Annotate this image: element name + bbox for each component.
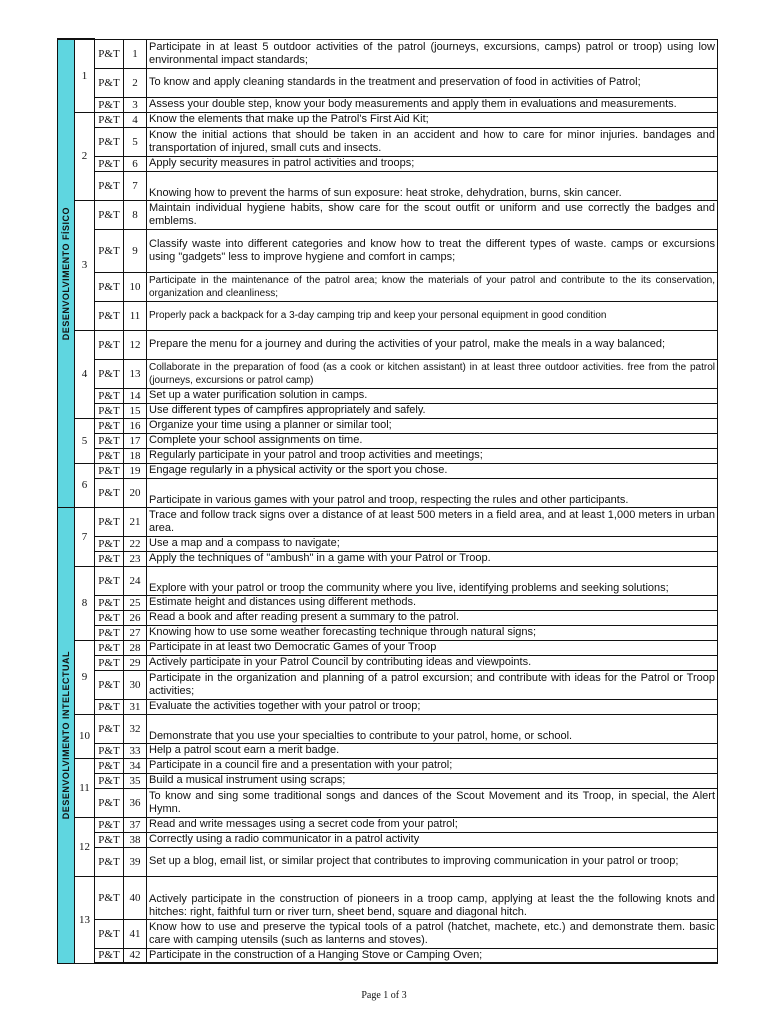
section-label-text: DESENVOLVIMENTO FÍSICO (61, 206, 71, 340)
requirement-number: 2 (124, 68, 147, 97)
requirement-row (58, 388, 718, 403)
requirement-number: 26 (124, 610, 147, 625)
group-number: 13 (75, 876, 95, 963)
requirement-row (58, 68, 718, 97)
pt-label: P&T (95, 403, 124, 418)
requirement-row (58, 773, 718, 788)
pt-label: P&T (95, 640, 124, 655)
group-number: 2 (75, 112, 95, 200)
requirement-row (58, 418, 718, 433)
group-number: 9 (75, 640, 95, 714)
requirement-text: Use a map and a compass to navigate; (147, 536, 718, 551)
requirement-number: 8 (124, 200, 147, 229)
requirement-row (58, 876, 718, 919)
pt-label: P&T (95, 758, 124, 773)
pt-label: P&T (95, 433, 124, 448)
requirement-text: Properly pack a backpack for a 3-day camping trip and keep your personal equipment in good condition (147, 301, 718, 330)
requirements-table (57, 38, 718, 964)
requirement-text: Set up a water purification solution in camps. (147, 388, 718, 403)
requirement-text: Collaborate in the preparation of food (as a cook or kitchen assistant) in at least three outdoor activities. free from the patrol (journeys, excursions or patrol camp) (147, 359, 718, 388)
requirement-row (58, 743, 718, 758)
requirement-text: Know the initial actions that should be taken in an accident and how to care for minor injuries. bandages and transportation of injured, small cuts and insects. (147, 127, 718, 156)
requirement-number: 27 (124, 625, 147, 640)
requirement-row (58, 758, 718, 773)
section-label-text: DESENVOLVIMENTO INTELECTUAL (61, 650, 71, 820)
requirement-text: Complete your school assignments on time. (147, 433, 718, 448)
requirement-text: Apply security measures in patrol activities and troops; (147, 156, 718, 171)
requirement-number: 42 (124, 948, 147, 963)
section-label-fisico (58, 39, 75, 507)
requirement-row (58, 272, 718, 301)
pt-label: P&T (95, 301, 124, 330)
group-number: 11 (75, 758, 95, 817)
requirement-row (58, 714, 718, 743)
pt-label: P&T (95, 948, 124, 963)
requirement-number: 25 (124, 595, 147, 610)
requirement-number: 39 (124, 847, 147, 876)
requirement-number: 33 (124, 743, 147, 758)
requirement-number: 34 (124, 758, 147, 773)
requirement-text: Actively participate in the construction of pioneers in a troop camp, applying at least the the following knots and hitches: right, faithful turn or river turn, sheet bend, square and diagonal hitch. (147, 876, 718, 919)
requirement-row (58, 200, 718, 229)
requirement-number: 24 (124, 566, 147, 595)
requirement-text: Regularly participate in your patrol and troop activities and meetings; (147, 448, 718, 463)
requirement-text: Participate in the maintenance of the patrol area; know the materials of your patrol and contribute to the its conservation, organization and cleanliness; (147, 272, 718, 301)
requirement-text: Use different types of campfires appropriately and safely. (147, 403, 718, 418)
requirement-number: 32 (124, 714, 147, 743)
requirement-row (58, 171, 718, 200)
pt-label: P&T (95, 876, 124, 919)
pt-label: P&T (95, 112, 124, 127)
pt-label: P&T (95, 68, 124, 97)
requirement-row (58, 478, 718, 507)
requirement-row (58, 595, 718, 610)
requirement-number: 7 (124, 171, 147, 200)
requirement-text: Demonstrate that you use your specialties to contribute to your patrol, home, or school. (147, 714, 718, 743)
requirement-text: Correctly using a radio communicator in a patrol activity (147, 832, 718, 847)
pt-label: P&T (95, 595, 124, 610)
pt-label: P&T (95, 330, 124, 359)
requirement-number: 30 (124, 670, 147, 699)
requirement-text: Set up a blog, email list, or similar project that contributes to improving communication in your patrol or troop; (147, 847, 718, 876)
requirement-row (58, 948, 718, 963)
group-number: 12 (75, 817, 95, 876)
pt-label: P&T (95, 418, 124, 433)
requirement-number: 3 (124, 97, 147, 112)
requirement-text: Trace and follow track signs over a distance of at least 500 meters in a field area, and at least 1,000 meters in urban area. (147, 507, 718, 536)
pt-label: P&T (95, 97, 124, 112)
pt-label: P&T (95, 156, 124, 171)
requirement-text: Estimate height and distances using different methods. (147, 595, 718, 610)
pt-label: P&T (95, 566, 124, 595)
pt-label: P&T (95, 788, 124, 817)
requirement-text: To know and apply cleaning standards in the treatment and preservation of food in activities of Patrol; (147, 68, 718, 97)
requirement-row (58, 127, 718, 156)
requirement-row (58, 359, 718, 388)
requirement-text: Classify waste into different categories and know how to treat the different types of waste. camps or excursions using "gadgets" less to improve hygiene and comfort in camps; (147, 229, 718, 272)
requirement-number: 35 (124, 773, 147, 788)
requirement-text: Evaluate the activities together with your patrol or troop; (147, 699, 718, 714)
requirement-number: 9 (124, 229, 147, 272)
requirement-row (58, 330, 718, 359)
requirement-number: 37 (124, 817, 147, 832)
requirement-text: Participate in at least two Democratic Games of your Troop (147, 640, 718, 655)
pt-label: P&T (95, 743, 124, 758)
requirement-number: 23 (124, 551, 147, 566)
requirement-text: To know and sing some traditional songs and dances of the Scout Movement and its Troop, in special, the Alert Hymn. (147, 788, 718, 817)
group-number: 5 (75, 418, 95, 463)
requirement-number: 11 (124, 301, 147, 330)
requirement-row (58, 817, 718, 832)
requirement-row (58, 655, 718, 670)
group-number: 10 (75, 714, 95, 758)
section-label-intelectual (58, 507, 75, 963)
requirement-row (58, 433, 718, 448)
pt-label: P&T (95, 272, 124, 301)
requirement-row (58, 640, 718, 655)
requirement-text: Know how to use and preserve the typical tools of a patrol (hatchet, machete, etc.) and demonstrate them. basic care with camping utensils (such as lanterns and stoves). (147, 919, 718, 948)
requirement-number: 16 (124, 418, 147, 433)
pt-label: P&T (95, 463, 124, 478)
requirement-row (58, 112, 718, 127)
requirement-row (58, 625, 718, 640)
requirement-number: 15 (124, 403, 147, 418)
requirement-row (58, 448, 718, 463)
pt-label: P&T (95, 507, 124, 536)
pt-label: P&T (95, 388, 124, 403)
requirement-row (58, 463, 718, 478)
requirement-number: 1 (124, 39, 147, 68)
requirement-text: Build a musical instrument using scraps; (147, 773, 718, 788)
requirement-row (58, 566, 718, 595)
requirement-text: Read and write messages using a secret code from your patrol; (147, 817, 718, 832)
group-number: 7 (75, 507, 95, 566)
pt-label: P&T (95, 670, 124, 699)
requirement-number: 5 (124, 127, 147, 156)
requirement-number: 31 (124, 699, 147, 714)
requirement-text: Maintain individual hygiene habits, show care for the scout outfit or uniform and use correctly the badges and emblems. (147, 200, 718, 229)
requirement-text: Knowing how to prevent the harms of sun exposure: heat stroke, dehydration, burns, skin cancer. (147, 171, 718, 200)
requirement-text: Read a book and after reading present a summary to the patrol. (147, 610, 718, 625)
requirement-number: 18 (124, 448, 147, 463)
group-number: 4 (75, 330, 95, 418)
pt-label: P&T (95, 699, 124, 714)
pt-label: P&T (95, 655, 124, 670)
group-number: 8 (75, 566, 95, 640)
requirement-row (58, 670, 718, 699)
pt-label: P&T (95, 359, 124, 388)
pt-label: P&T (95, 127, 124, 156)
group-number: 1 (75, 39, 95, 112)
requirement-text: Knowing how to use some weather forecasting technique through natural signs; (147, 625, 718, 640)
requirement-row (58, 403, 718, 418)
pt-label: P&T (95, 39, 124, 68)
pt-label: P&T (95, 817, 124, 832)
requirement-row (58, 832, 718, 847)
pt-label: P&T (95, 625, 124, 640)
requirement-text: Assess your double step, know your body measurements and apply them in evaluations and measurements. (147, 97, 718, 112)
requirement-text: Organize your time using a planner or similar tool; (147, 418, 718, 433)
requirement-number: 40 (124, 876, 147, 919)
pt-label: P&T (95, 171, 124, 200)
requirement-row (58, 39, 718, 68)
requirement-number: 6 (124, 156, 147, 171)
group-number: 6 (75, 463, 95, 507)
requirement-row (58, 507, 718, 536)
requirement-text: Know the elements that make up the Patrol's First Aid Kit; (147, 112, 718, 127)
requirement-text: Participate in at least 5 outdoor activities of the patrol (journeys, excursions, camps) patrol or troop) using low environmental impact standards; (147, 39, 718, 68)
pt-label: P&T (95, 478, 124, 507)
pt-label: P&T (95, 448, 124, 463)
pt-label: P&T (95, 551, 124, 566)
pt-label: P&T (95, 610, 124, 625)
requirement-text: Apply the techniques of "ambush" in a game with your Patrol or Troop. (147, 551, 718, 566)
requirement-row (58, 699, 718, 714)
requirement-row (58, 97, 718, 112)
requirement-text: Actively participate in your Patrol Council by contributing ideas and viewpoints. (147, 655, 718, 670)
requirement-number: 13 (124, 359, 147, 388)
pt-label: P&T (95, 200, 124, 229)
requirement-number: 12 (124, 330, 147, 359)
requirement-number: 10 (124, 272, 147, 301)
requirement-number: 17 (124, 433, 147, 448)
requirement-number: 29 (124, 655, 147, 670)
requirement-text: Engage regularly in a physical activity or the sport you chose. (147, 463, 718, 478)
pt-label: P&T (95, 919, 124, 948)
pt-label: P&T (95, 229, 124, 272)
requirement-row (58, 229, 718, 272)
requirement-number: 36 (124, 788, 147, 817)
requirement-number: 21 (124, 507, 147, 536)
requirement-number: 28 (124, 640, 147, 655)
requirement-row (58, 301, 718, 330)
requirement-text: Participate in the organization and planning of a patrol excursion; and contribute with ideas for the Patrol or Troop activities; (147, 670, 718, 699)
requirement-row (58, 610, 718, 625)
requirement-number: 38 (124, 832, 147, 847)
requirement-row (58, 551, 718, 566)
requirement-text: Help a patrol scout earn a merit badge. (147, 743, 718, 758)
requirement-text: Participate in a council fire and a presentation with your patrol; (147, 758, 718, 773)
requirement-row (58, 788, 718, 817)
requirement-row (58, 919, 718, 948)
pt-label: P&T (95, 832, 124, 847)
requirement-text: Participate in the construction of a Hanging Stove or Camping Oven; (147, 948, 718, 963)
requirement-number: 41 (124, 919, 147, 948)
group-number: 3 (75, 200, 95, 330)
pt-label: P&T (95, 714, 124, 743)
pt-label: P&T (95, 773, 124, 788)
requirement-number: 19 (124, 463, 147, 478)
requirement-number: 14 (124, 388, 147, 403)
requirement-number: 20 (124, 478, 147, 507)
pt-label: P&T (95, 536, 124, 551)
requirement-text: Participate in various games with your patrol and troop, respecting the rules and other participants. (147, 478, 718, 507)
requirement-text: Explore with your patrol or troop the community where you live, identifying problems and seeking solutions; (147, 566, 718, 595)
requirement-row (58, 156, 718, 171)
requirement-row (58, 536, 718, 551)
page-footer: Page 1 of 3 (361, 990, 407, 1001)
requirements-sheet (57, 38, 718, 964)
pt-label: P&T (95, 847, 124, 876)
requirement-number: 22 (124, 536, 147, 551)
requirement-number: 4 (124, 112, 147, 127)
requirement-row (58, 847, 718, 876)
requirement-text: Prepare the menu for a journey and during the activities of your patrol, make the meals in a way balanced; (147, 330, 718, 359)
